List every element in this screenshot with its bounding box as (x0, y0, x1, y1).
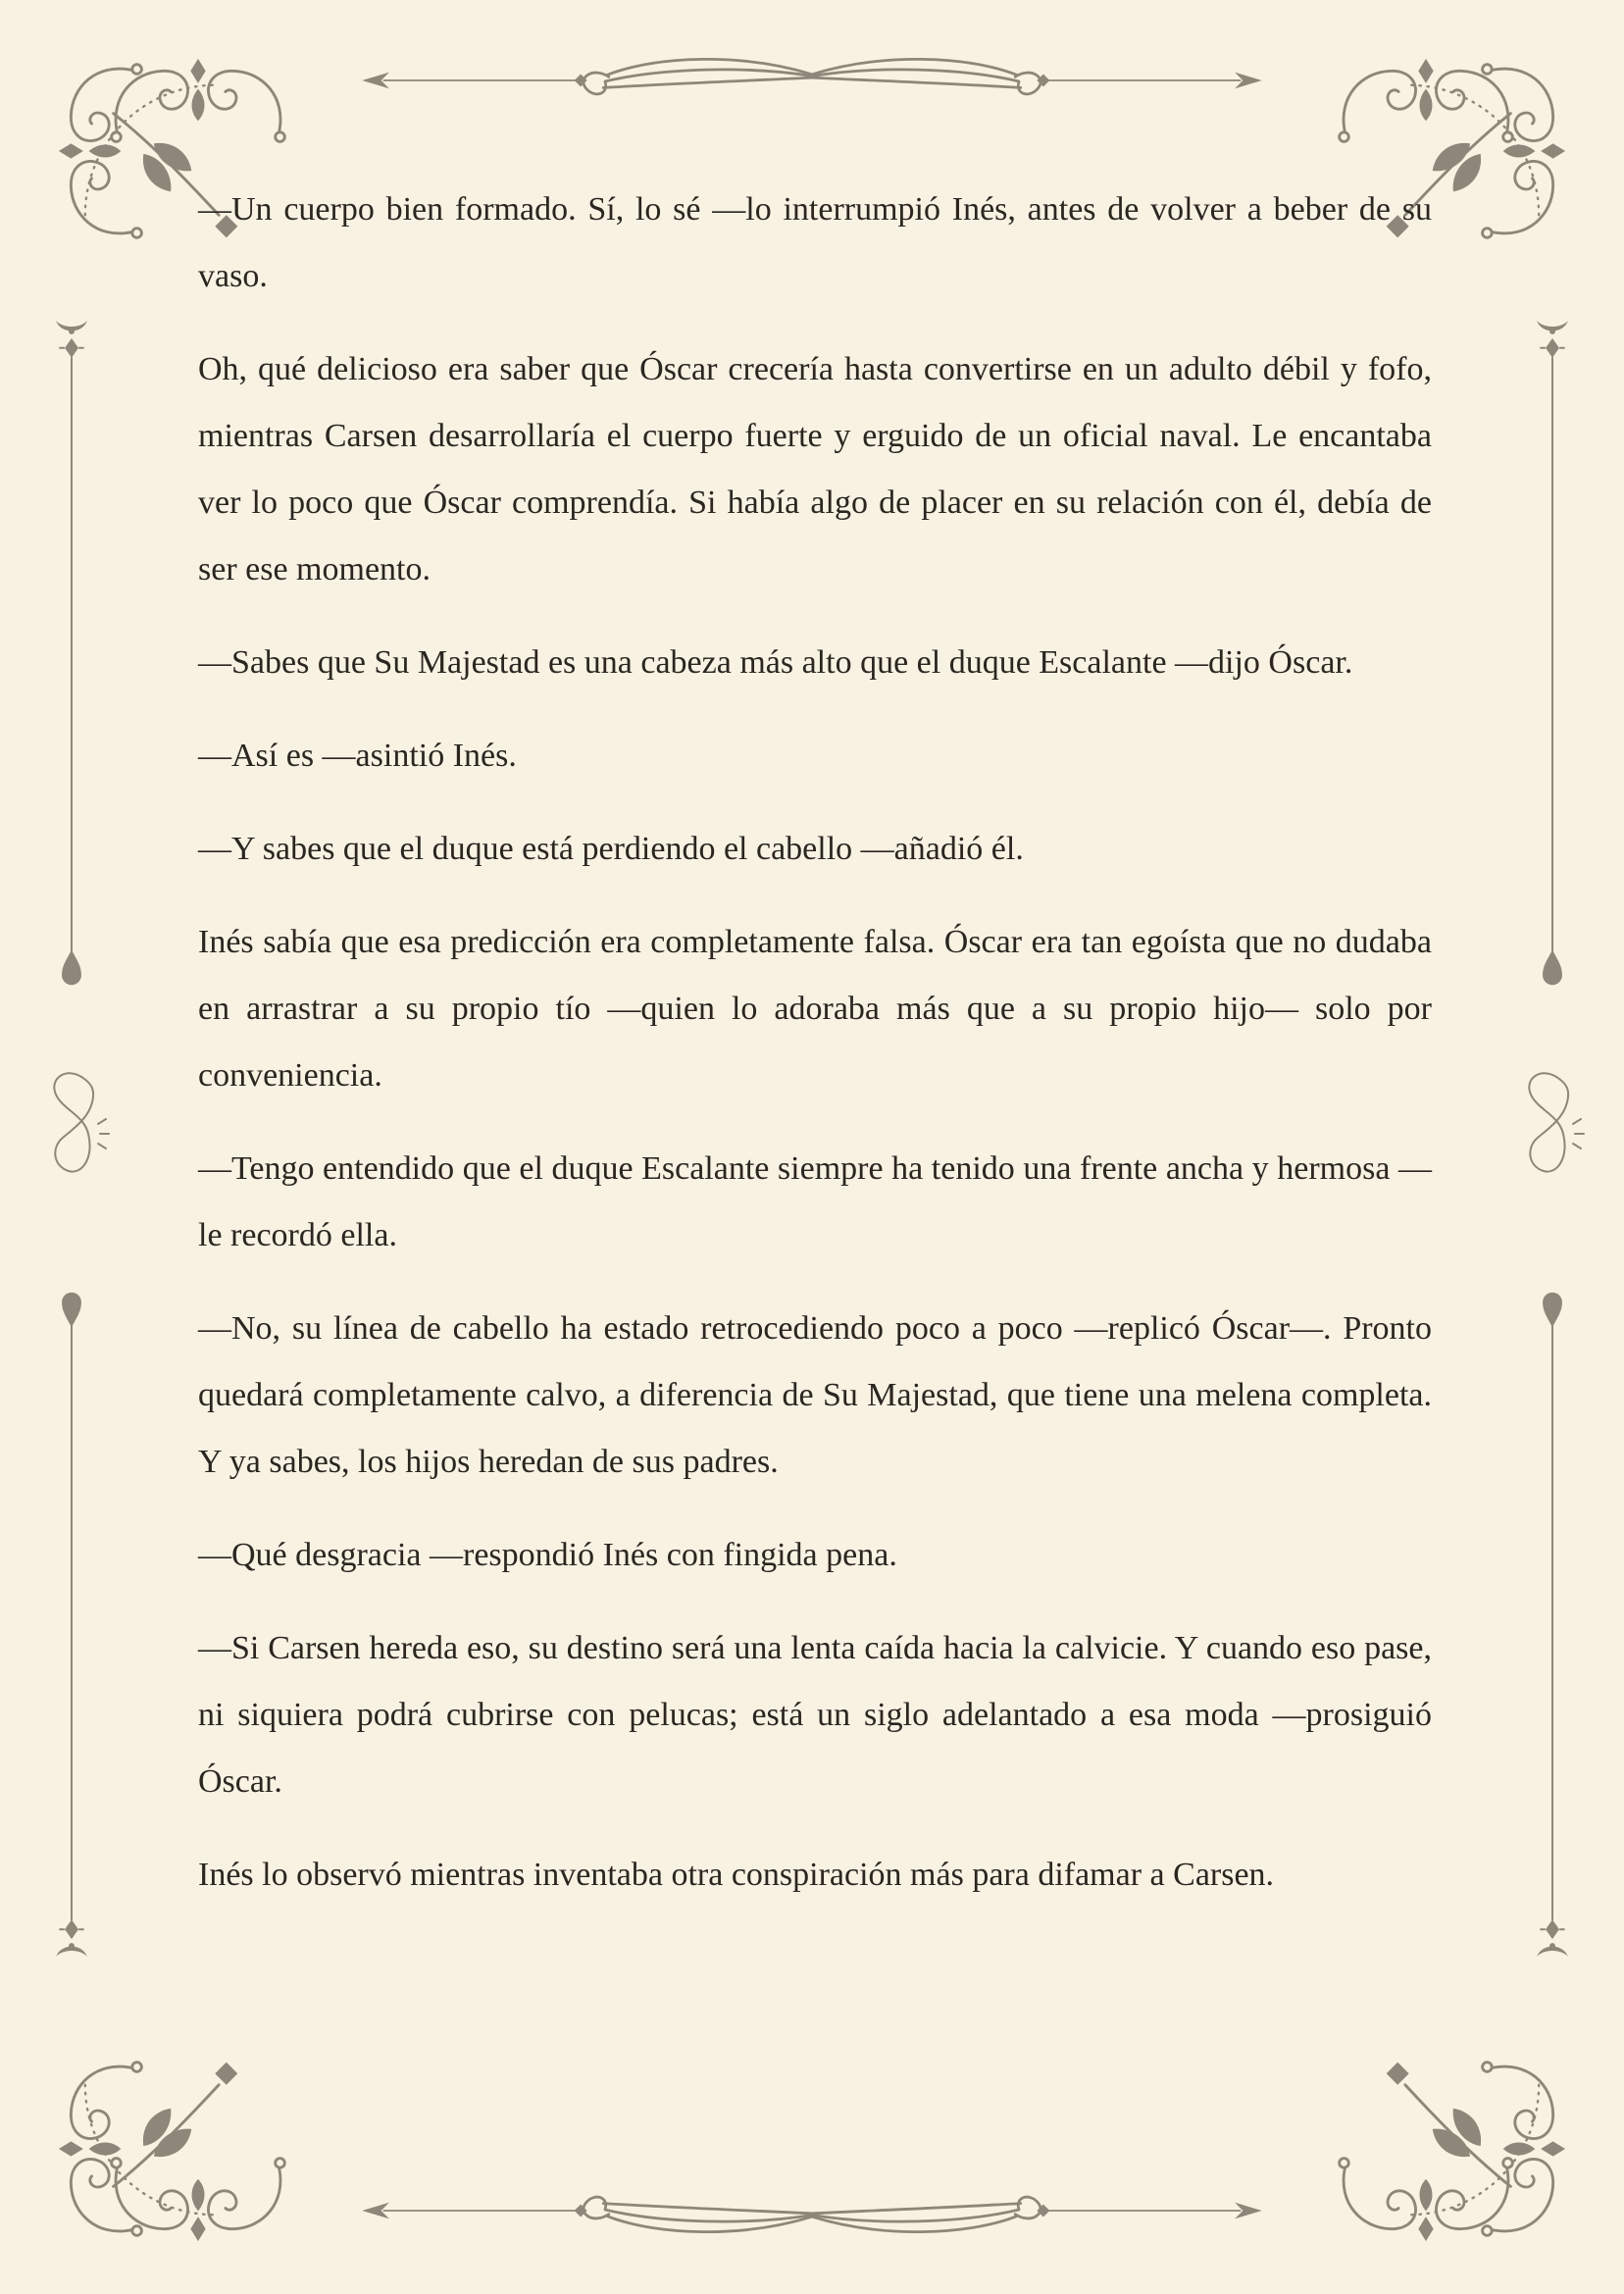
left-border-rule-upper-icon (54, 319, 89, 1020)
paragraph: —Tengo entendido que el duque Escalante siempre ha tenido una frente ancha y hermosa —le recordó ella. (198, 1150, 1432, 1253)
top-divider-ornament-icon (356, 44, 1268, 117)
corner-flourish-bottom-left-icon (57, 2008, 292, 2243)
paragraph: Inés lo observó mientras inventaba otra conspiración más para difamar a Carsen. (198, 1857, 1275, 1893)
bottom-divider-ornament-icon (356, 2174, 1268, 2247)
paragraph: Inés sabía que esa predicción era completamente falsa. Óscar era tan egoísta que no dudaba en arrastrar a su propio tío —quien lo adoraba más que a su propio hijo— solo por conveniencia. (198, 924, 1432, 1094)
page-text (198, 177, 1432, 1935)
corner-flourish-bottom-right-icon (1332, 2008, 1567, 2243)
paragraph: —Qué desgracia —respondió Inés con fingida pena. (198, 1537, 897, 1573)
left-border-figure-eight-icon (39, 1067, 110, 1234)
paragraph: Oh, qué delicioso era saber que Óscar crecería hasta convertirse en un adulto débil y fofo, mientras Carsen desarrollaría el cuerpo fuerte y erguido de un oficial naval. Le encantaba ver lo poco que Óscar comprendía. Si había algo de placer en su relación con él, debía de ser ese momento. (198, 351, 1432, 587)
paragraph: —Y sabes que el duque está perdiendo el cabello —añadió él. (198, 831, 1024, 867)
paragraph: —Si Carsen hereda eso, su destino será una lenta caída hacia la calvicie. Y cuando eso pase, ni siquiera podrá cubrirse con pelucas; está un siglo adelantado a esa moda —prosiguió Óscar. (198, 1630, 1432, 1800)
paragraph: —No, su línea de cabello ha estado retrocediendo poco a poco —replicó Óscar—. Pronto quedará completamente calvo, a diferencia de Su Majestad, que tiene una melena completa. Y ya sabes, los hijos heredan de sus padres. (198, 1310, 1432, 1480)
right-border-rule-upper-icon (1535, 319, 1570, 1020)
right-border-rule-lower-icon (1535, 1257, 1570, 1959)
left-border-rule-lower-icon (54, 1257, 89, 1959)
right-border-figure-eight-icon (1514, 1067, 1585, 1234)
paragraph: —Sabes que Su Majestad es una cabeza más alto que el duque Escalante —dijo Óscar. (198, 644, 1353, 681)
paragraph: —Así es —asintió Inés. (198, 738, 517, 774)
paragraph: —Un cuerpo bien formado. Sí, lo sé —lo interrumpió Inés, antes de volver a beber de su vaso. (198, 191, 1432, 294)
